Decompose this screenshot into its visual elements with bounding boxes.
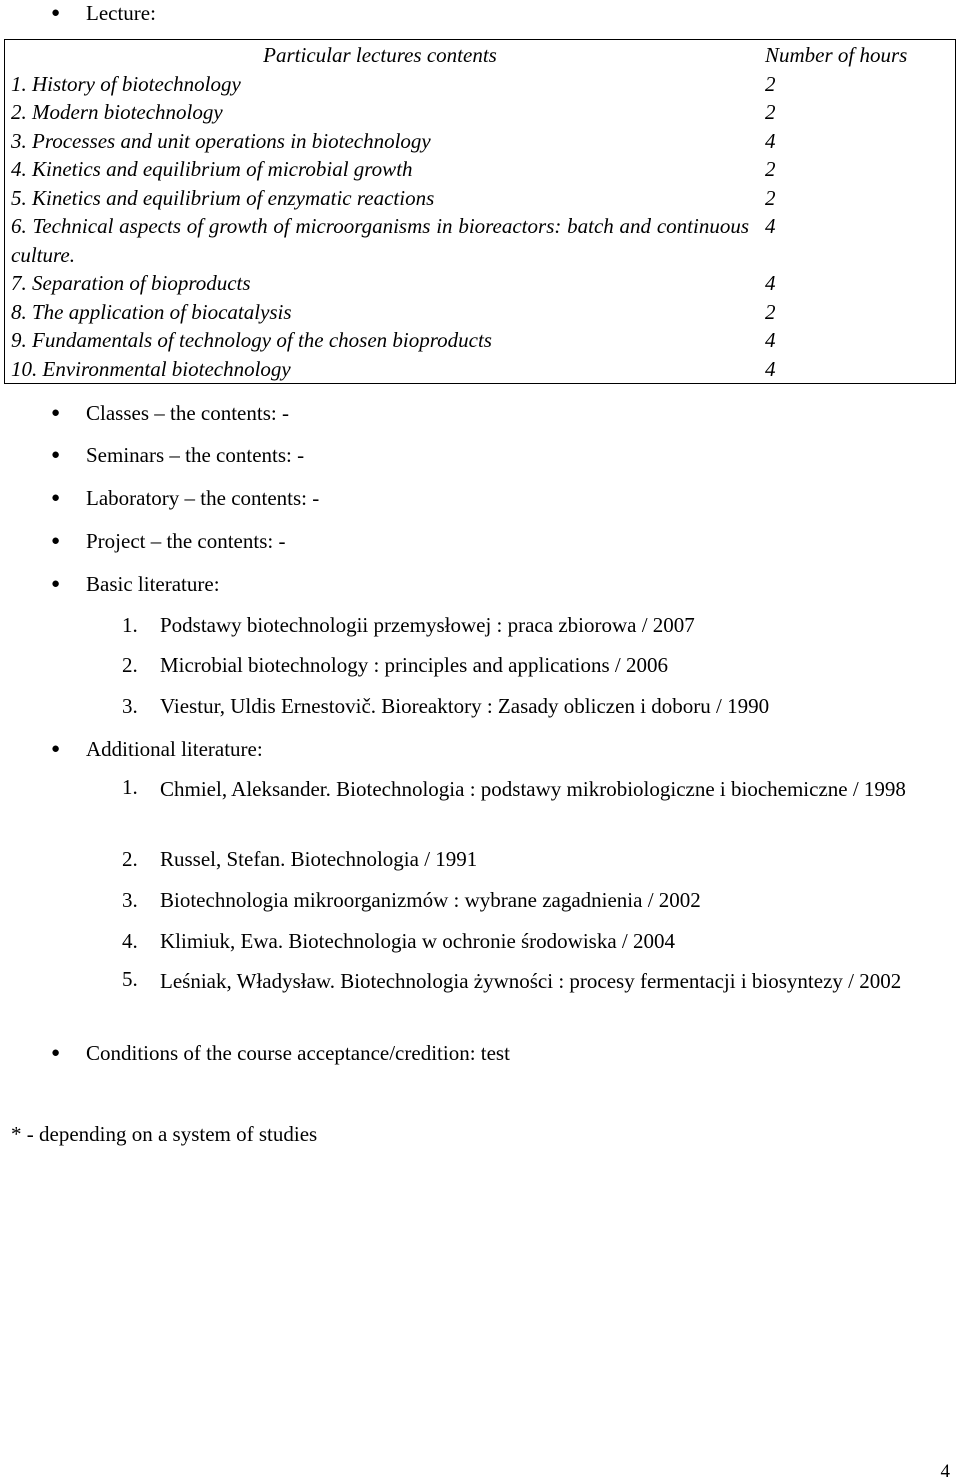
- hours-9: 4: [765, 328, 776, 352]
- topic-3: 3. Processes and unit operations in biotechnology: [11, 128, 431, 153]
- conditions-line: ● Conditions of the course acceptance/credition: test: [86, 1041, 510, 1065]
- additional-literature-heading: ● Additional literature:: [86, 737, 263, 761]
- lecture-heading: ● Lecture:: [86, 1, 156, 25]
- topic-10: 10. Environmental biotechnology: [11, 356, 291, 381]
- topic-9: 9. Fundamentals of technology of the chosen bioproducts: [11, 328, 492, 352]
- basic-literature-heading: ● Basic literature:: [86, 572, 220, 596]
- hours-6: 4: [765, 214, 776, 238]
- hours-10: 4: [765, 356, 776, 381]
- hours-7: 4: [765, 271, 776, 295]
- hours-1: 2: [765, 71, 776, 96]
- topic-2: 2. Modern biotechnology: [11, 100, 223, 124]
- topic-4: 4. Kinetics and equilibrium of microbial growth: [11, 157, 413, 181]
- hours-6-spacer: [765, 241, 949, 270]
- lecture-hours: [755, 70, 956, 384]
- hours-3: 4: [765, 128, 776, 153]
- additional-lit-item: 5. Leśniak, Władysław. Biotechnologia żywności : procesy fermentacji i biosyntezy / 2002: [122, 967, 902, 993]
- topic-5: 5. Kinetics and equilibrium of enzymatic reactions: [11, 185, 435, 210]
- topic-1: 1. History of biotechnology: [11, 71, 241, 96]
- laboratory-line: ● Laboratory – the contents: -: [86, 486, 319, 510]
- basic-lit-item: 3. Viestur, Uldis Ernestovič. Bioreaktory : Zasady obliczen i doboru / 1990: [122, 694, 770, 718]
- seminars-line: ● Seminars – the contents: -: [86, 443, 304, 467]
- project-line: ● Project – the contents: -: [86, 529, 285, 553]
- hours-2: 2: [765, 100, 776, 124]
- additional-lit-item: 1. Chmiel, Aleksander. Biotechnologia : podstawy mikrobiologiczne i biochemiczne / 1998: [122, 775, 906, 801]
- lecture-topics: [5, 70, 756, 384]
- topic-6: 6. Technical aspects of growth of microorganisms in bioreactors: batch and continuous culture.: [11, 214, 749, 267]
- hours-8: 2: [765, 299, 776, 324]
- basic-lit-item: 2. Microbial biotechnology : principles and applications / 2006: [122, 653, 668, 677]
- additional-lit-item: 4. Klimiuk, Ewa. Biotechnologia w ochronie środowiska / 2004: [122, 929, 676, 953]
- additional-lit-item: 2. Russel, Stefan. Biotechnologia / 1991: [122, 847, 478, 871]
- table-header-row: [5, 40, 956, 70]
- topic-7: 7. Separation of bioproducts: [11, 271, 251, 295]
- header-topic: Particular lectures contents: [263, 43, 497, 67]
- classes-line: ● Classes – the contents: -: [86, 401, 289, 425]
- table-row: [5, 70, 956, 384]
- topic-8: 8. The application of biocatalysis: [11, 299, 292, 324]
- additional-lit-item: 3. Biotechnologia mikroorganizmów : wybrane zagadnienia / 2002: [122, 888, 701, 912]
- hours-5: 2: [765, 185, 776, 210]
- footnote: * - depending on a system of studies: [11, 1122, 318, 1146]
- basic-lit-item: 1. Podstawy biotechnologii przemysłowej : praca zbiorowa / 2007: [122, 613, 695, 637]
- lectures-table: [4, 39, 956, 384]
- page-number: 4: [940, 1461, 950, 1482]
- header-hours: Number of hours: [765, 43, 908, 67]
- hours-4: 2: [765, 157, 776, 181]
